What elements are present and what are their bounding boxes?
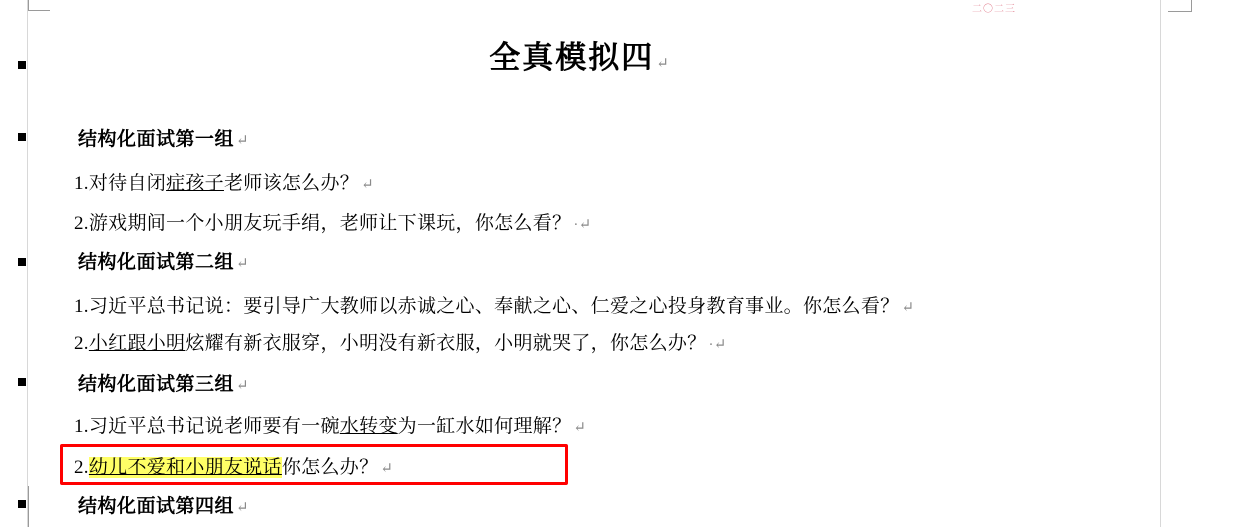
- question-1-1: [74, 168, 374, 195]
- section-heading-1: [78, 124, 249, 151]
- pilcrow-mark: ↵: [656, 56, 671, 72]
- list-bullet-group-1: [18, 133, 26, 141]
- question-text-part: 你怎么办？: [281, 457, 379, 478]
- question-text-part: 游戏期间一个小朋友玩手绢，老师让下课玩，你怎么看？: [88, 213, 572, 234]
- question-text-part-underlined: 水转变: [339, 416, 398, 437]
- list-bullet-group-4: [18, 500, 26, 508]
- question-3-2: [74, 452, 393, 479]
- question-number: 2.: [74, 333, 89, 354]
- pilcrow-mark: ↵: [236, 500, 250, 516]
- pilcrow-mark: ↵: [901, 300, 915, 316]
- pilcrow-mark: ↵: [361, 177, 374, 193]
- question-text-part: 为一缸水如何理解？: [397, 416, 572, 437]
- section-heading-4-text: 结构化面试第四组: [78, 496, 235, 517]
- page-title-text: 全真模拟四: [489, 40, 655, 75]
- pilcrow-mark: ·↵: [708, 337, 727, 353]
- question-number: 2.: [74, 213, 89, 234]
- question-1-2: [74, 208, 592, 235]
- question-text-part: 习近平总书记说老师要有一碗: [88, 416, 340, 437]
- page-corner-top-left: [28, 0, 50, 11]
- question-2-2: [74, 328, 727, 355]
- section-heading-3-text: 结构化面试第三组: [78, 374, 235, 395]
- question-text-part: 炫耀有新衣服穿，小明没有新衣服，小明就哭了，你怎么办？: [185, 333, 707, 354]
- page-title: [0, 32, 1160, 77]
- pilcrow-mark: ↵: [236, 378, 250, 394]
- page-left-margin-rule: [27, 0, 28, 527]
- list-bullet-group-2: [18, 258, 26, 266]
- question-text-part-underlined: 症孩子: [166, 173, 224, 194]
- section-heading-4: [78, 491, 249, 518]
- question-number: 1.: [74, 416, 89, 437]
- question-text-part: 老师该怎么办？: [223, 173, 360, 194]
- question-number: 2.: [74, 457, 89, 478]
- question-text-part: 对待自闭: [88, 173, 167, 194]
- pilcrow-mark: ·↵: [573, 217, 592, 233]
- section-heading-2: [78, 247, 249, 274]
- section-heading-3: [78, 369, 249, 396]
- page-right-margin-rule: [1160, 0, 1161, 527]
- page-corner-bottom-left: [28, 486, 50, 527]
- question-text-part-highlighted: 幼儿不爱和小朋友说话: [88, 457, 282, 478]
- section-heading-1-text: 结构化面试第一组: [78, 129, 235, 150]
- header-remnant-text: 二〇二三: [972, 4, 1016, 15]
- question-text-part: 习近平总书记说：要引导广大教师以赤诚之心、奉献之心、仁爱之心投身教育事业。你怎么看？: [88, 296, 900, 317]
- list-bullet-group-3: [18, 378, 26, 386]
- pilcrow-mark: ↵: [573, 420, 587, 436]
- question-3-1: [74, 411, 586, 438]
- pilcrow-mark: ↵: [236, 133, 250, 149]
- question-number: 1.: [74, 296, 89, 317]
- question-text-part-underlined: 小红跟小明: [88, 333, 186, 354]
- page-right-edge: [1192, 0, 1237, 527]
- pilcrow-mark: ↵: [236, 256, 250, 272]
- page-corner-top-right: [1168, 0, 1192, 12]
- section-heading-2-text: 结构化面试第二组: [78, 252, 235, 273]
- question-2-1: [74, 291, 914, 318]
- pilcrow-mark: ↵: [380, 461, 394, 477]
- question-number: 1.: [74, 173, 89, 194]
